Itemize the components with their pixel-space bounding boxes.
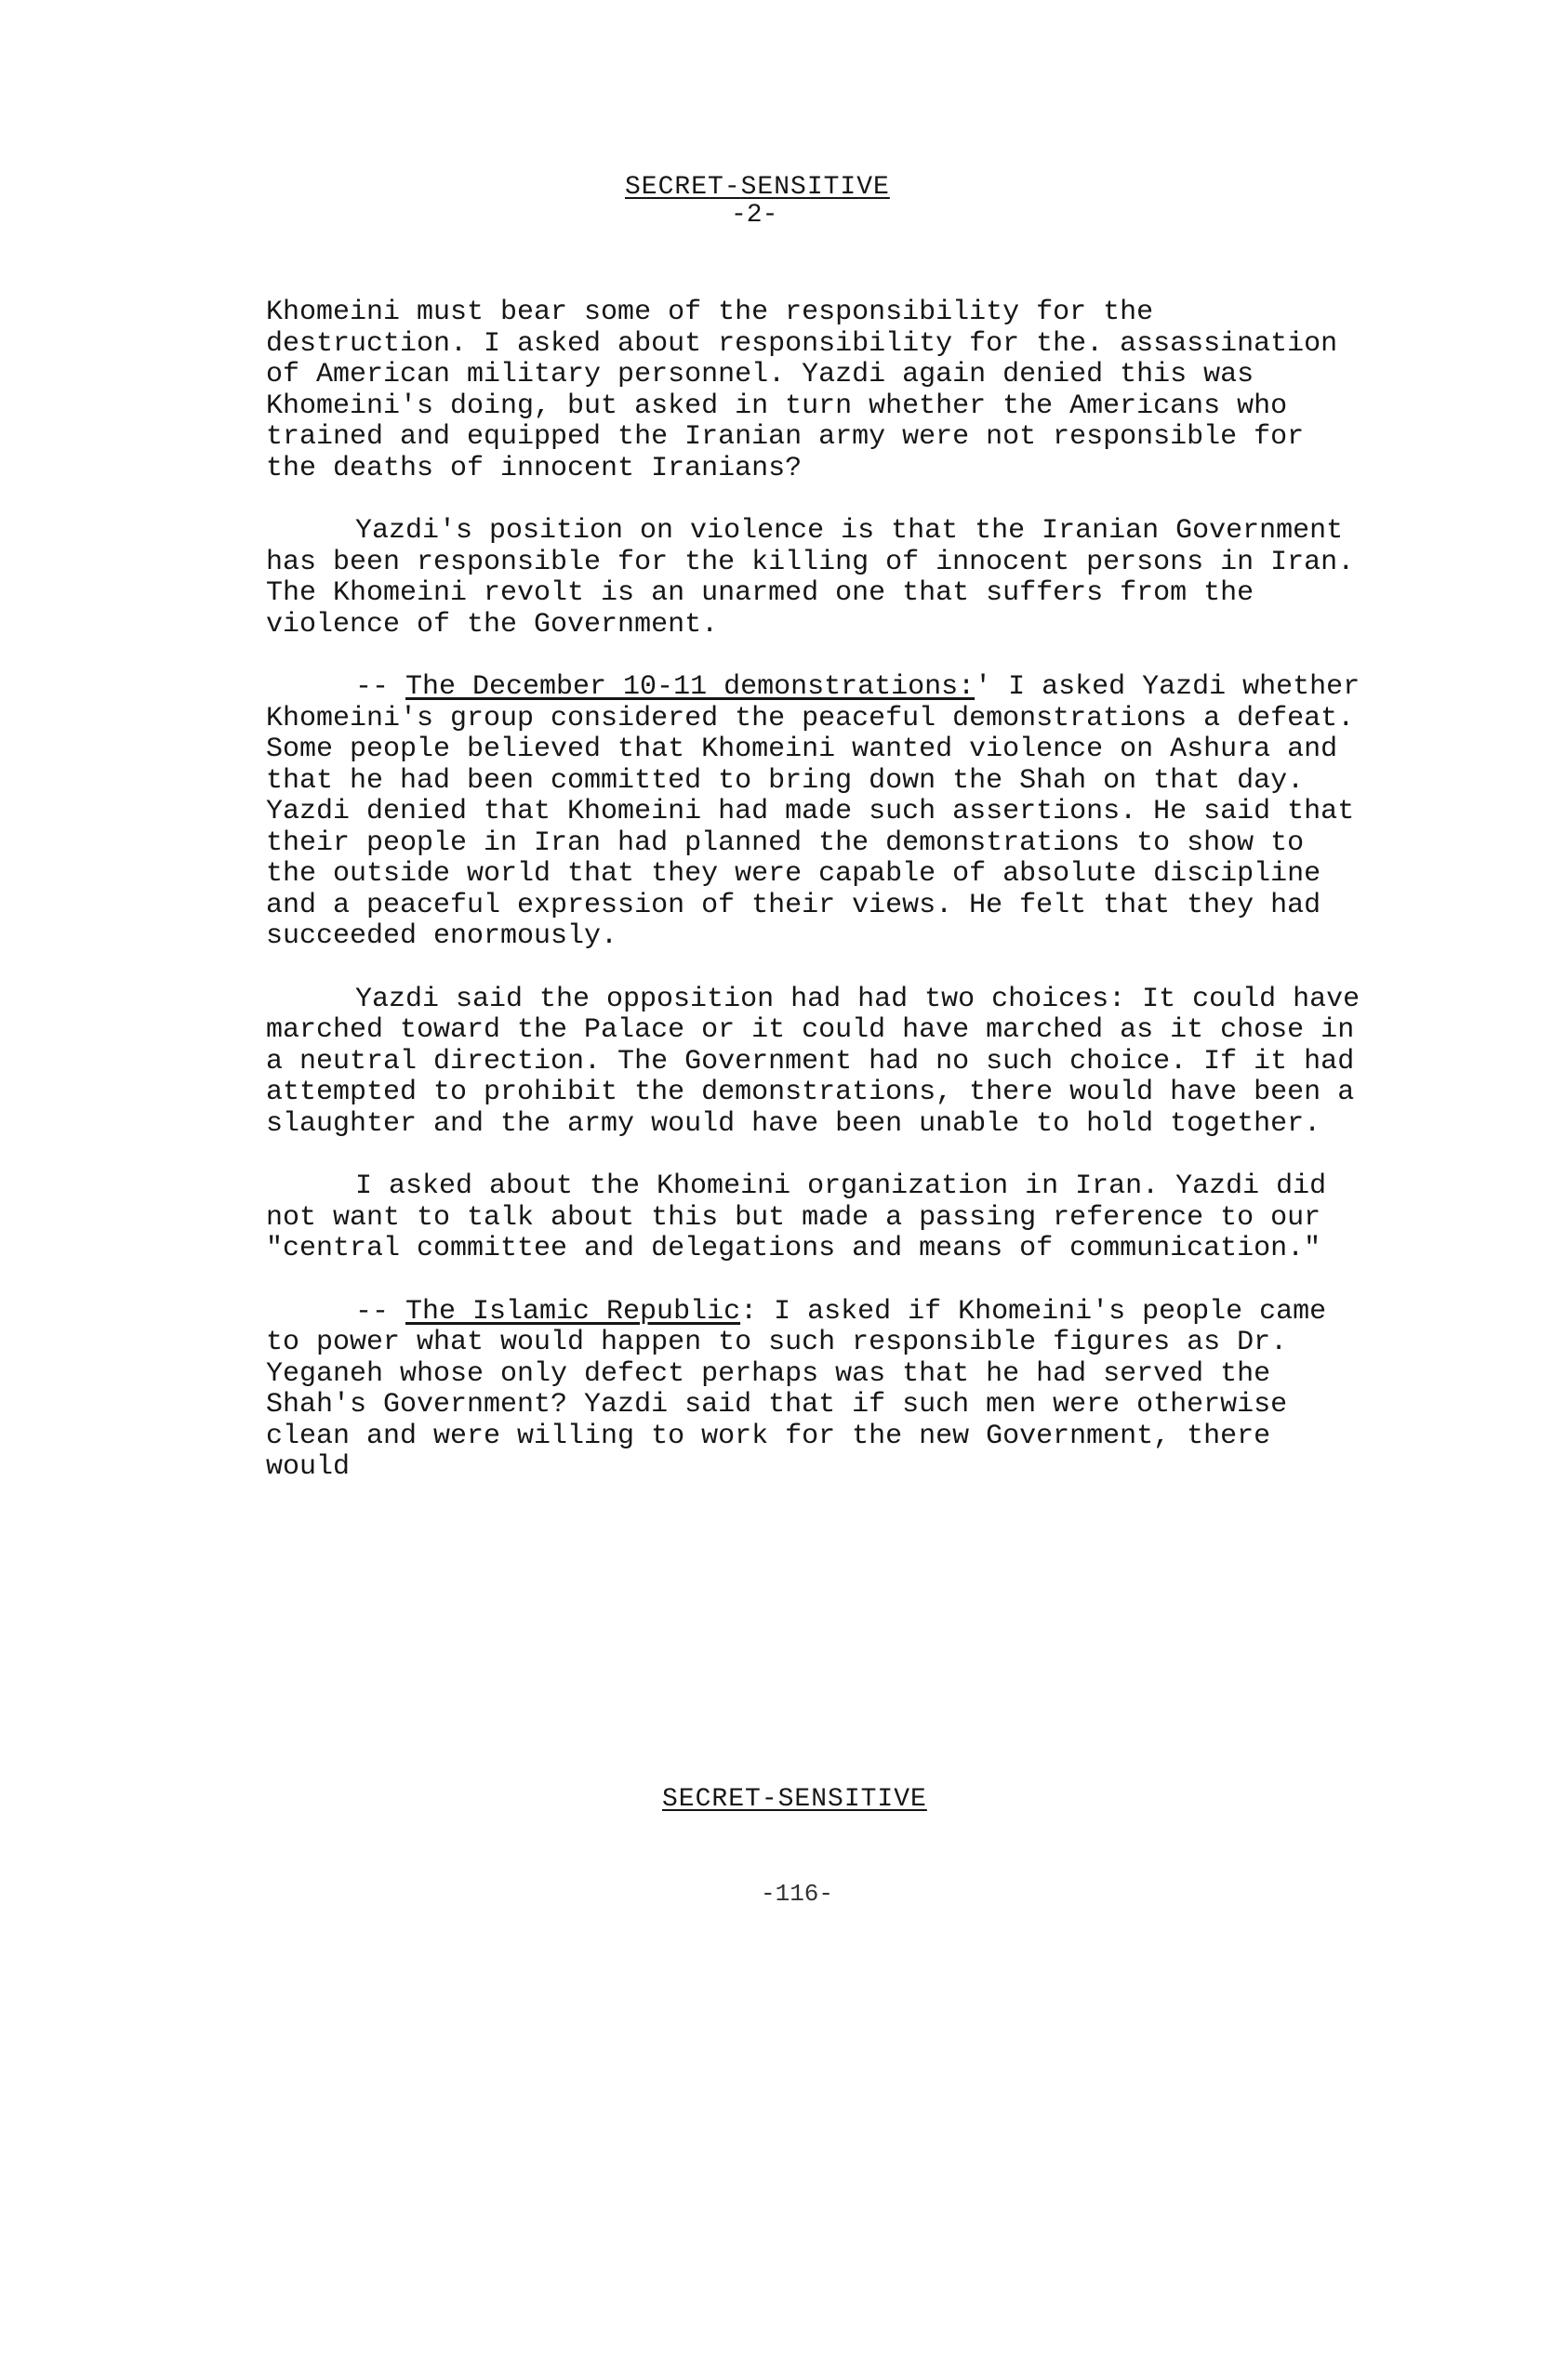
paragraph-violence-position: [266, 516, 1363, 641]
paragraph-text: Yazdi's position on violence is that the Iranian Government has been responsible for the killing of innocent persons in Iran. The Khomeini revolt is an unarmed one that suffers from the violence of the Government.: [266, 515, 1355, 641]
paragraph-opposition-choices: [266, 985, 1363, 1141]
memo-body: [266, 298, 1363, 1515]
paragraph-text: ' I asked Yazdi whether Khomeini's group considered the peaceful demonstrations a defeat. Some people believed that Khomeini wanted violence on Ashura and that he had been committed to bring down the Shah on that day. Yazdi denied that Khomeini had made such assertions. He said that their people in Iran had planned the demonstrations to show to the outside world that they were capable of absolute discipline and a peaceful expression of their views. He felt that they had succeeded enormously.: [266, 671, 1360, 952]
footer-classification: SECRET-SENSITIVE: [662, 1785, 927, 1814]
paragraph-text: Yazdi said the opposition had had two choices: It could have marched toward the Palace or it could have marched as it chose in a neutral direction. The Government had no such choice. If it had attempted to prohibit the demonstrations, there would have been a slaughter and the army would have been unable to hold together.: [266, 983, 1360, 1140]
paragraph-text: : I asked if Khomeini's people came to power what would happen to such responsible figures as Dr. Yeganeh whose only defect perhaps was that he had served the Shah's Government? Yazdi said that if such men were otherwise clean and were willing to work for the new Government, there would: [266, 1295, 1327, 1483]
paragraph-lead: --: [355, 671, 406, 703]
paragraph-khomeini-organization: [266, 1171, 1363, 1265]
footer-page-number: -116-: [761, 1880, 834, 1908]
topic-heading-december-demonstrations: The December 10-11 demonstrations:: [405, 671, 975, 703]
paragraph-responsibility: [266, 298, 1363, 484]
paragraph-text: I asked about the Khomeini organization in Iran. Yazdi did not want to talk about this but made a passing reference to our "central committee and delegations and means of communication.": [266, 1170, 1327, 1264]
paragraph-islamic-republic: [266, 1297, 1363, 1484]
topic-heading-islamic-republic: The Islamic Republic: [405, 1295, 741, 1328]
paragraph-text: Khomeini must bear some of the responsibility for the destruction. I asked about responsibility for the. assassination of American military personnel. Yazdi again denied this was Khomeini's doing, but asked in turn whether the Americans who trained and equipped the Iranian army were not responsible for the deaths of innocent Iranians?: [266, 297, 1338, 484]
paragraph-lead: --: [355, 1295, 406, 1328]
header-classification: SECRET-SENSITIVE: [625, 173, 890, 202]
header-page-marker: -2-: [731, 201, 778, 230]
paragraph-december-demonstrations: [266, 672, 1363, 953]
